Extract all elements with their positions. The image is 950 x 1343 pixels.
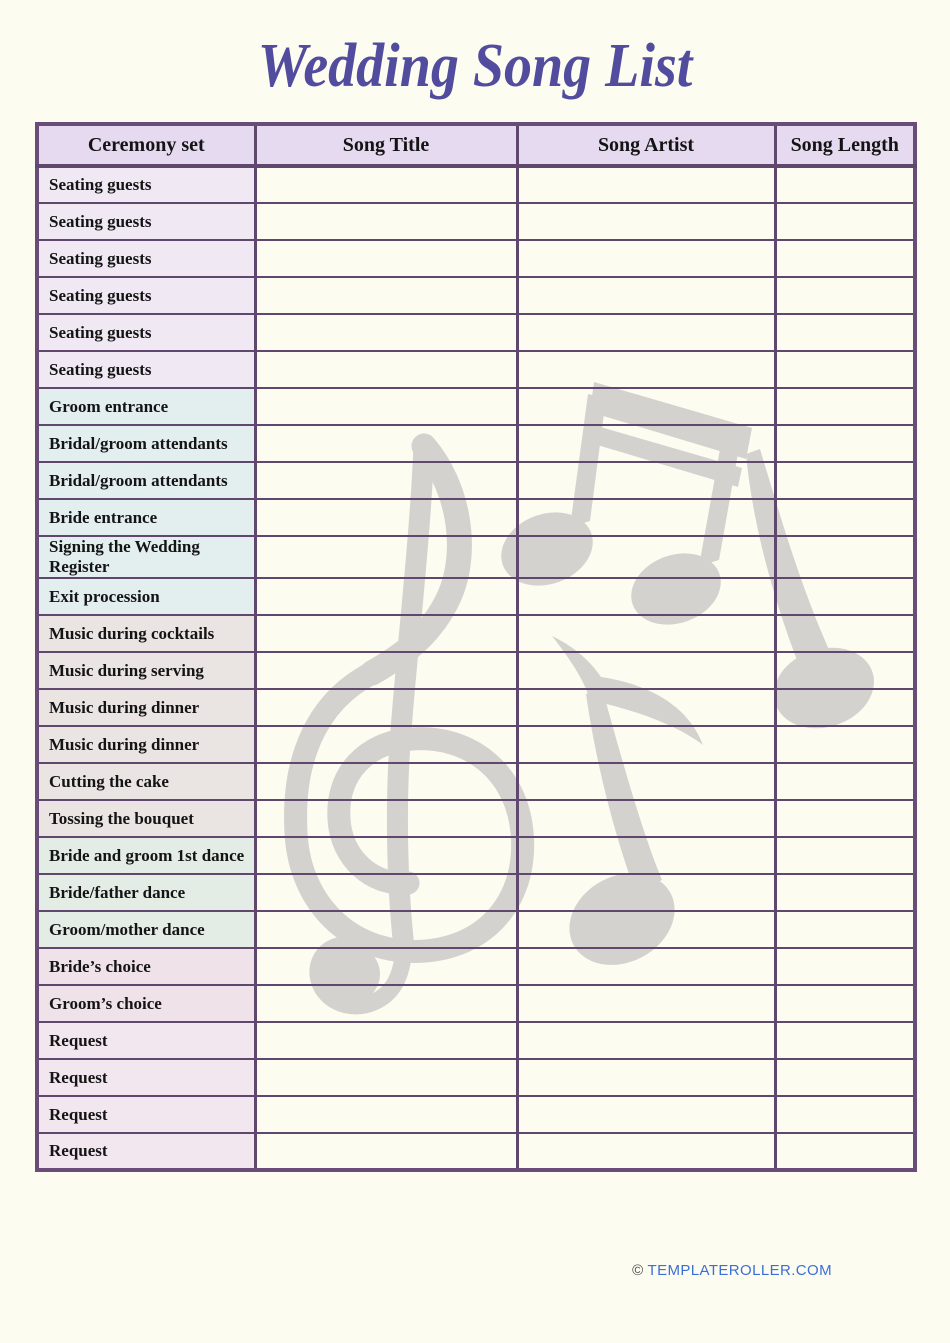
column-header-song-title: Song Title — [255, 124, 517, 166]
song-length-cell — [775, 536, 915, 578]
ceremony-set-cell: Cutting the cake — [37, 763, 255, 800]
song-artist-cell — [517, 1133, 775, 1170]
ceremony-set-cell: Seating guests — [37, 277, 255, 314]
song-title-cell — [255, 948, 517, 985]
song-title-cell — [255, 578, 517, 615]
song-list-table — [35, 122, 917, 1172]
song-title-cell — [255, 985, 517, 1022]
song-artist-cell — [517, 911, 775, 948]
song-artist-cell — [517, 948, 775, 985]
song-length-cell — [775, 166, 915, 203]
song-length-cell — [775, 240, 915, 277]
song-artist-cell — [517, 499, 775, 536]
song-length-cell — [775, 652, 915, 689]
song-title-cell — [255, 203, 517, 240]
song-title-cell — [255, 1096, 517, 1133]
ceremony-set-cell: Bride and groom 1st dance — [37, 837, 255, 874]
ceremony-set-cell: Seating guests — [37, 314, 255, 351]
ceremony-set-cell: Bride/father dance — [37, 874, 255, 911]
song-length-cell — [775, 874, 915, 911]
table-row — [37, 874, 915, 911]
song-artist-cell — [517, 203, 775, 240]
song-artist-cell — [517, 166, 775, 203]
song-title-cell — [255, 1059, 517, 1096]
song-title-cell — [255, 615, 517, 652]
table-row — [37, 726, 915, 763]
column-header-song-length: Song Length — [775, 124, 915, 166]
song-artist-cell — [517, 874, 775, 911]
song-length-cell — [775, 800, 915, 837]
song-artist-cell — [517, 985, 775, 1022]
ceremony-set-cell: Exit procession — [37, 578, 255, 615]
song-artist-cell — [517, 1096, 775, 1133]
table-row — [37, 689, 915, 726]
song-length-cell — [775, 726, 915, 763]
song-length-cell — [775, 462, 915, 499]
ceremony-set-cell: Music during dinner — [37, 726, 255, 763]
table-row — [37, 351, 915, 388]
song-title-cell — [255, 763, 517, 800]
song-artist-cell — [517, 726, 775, 763]
ceremony-set-cell: Groom/mother dance — [37, 911, 255, 948]
column-header-ceremony-set: Ceremony set — [37, 124, 255, 166]
song-artist-cell — [517, 652, 775, 689]
table-row — [37, 425, 915, 462]
song-title-cell — [255, 277, 517, 314]
song-title-cell — [255, 314, 517, 351]
ceremony-set-cell: Bridal/groom attendants — [37, 425, 255, 462]
song-artist-cell — [517, 800, 775, 837]
song-title-cell — [255, 166, 517, 203]
song-length-cell — [775, 911, 915, 948]
table-row — [37, 911, 915, 948]
templateroller-link[interactable]: TEMPLATEROLLER.COM — [647, 1262, 832, 1279]
ceremony-set-cell: Bride entrance — [37, 499, 255, 536]
song-title-cell — [255, 1133, 517, 1170]
table-row — [37, 578, 915, 615]
table-row — [37, 652, 915, 689]
song-artist-cell — [517, 277, 775, 314]
song-length-cell — [775, 689, 915, 726]
page-title: Wedding Song List — [257, 31, 693, 101]
ceremony-set-cell: Request — [37, 1059, 255, 1096]
ceremony-set-cell: Seating guests — [37, 351, 255, 388]
table-row — [37, 277, 915, 314]
table-row — [37, 240, 915, 277]
table-row — [37, 985, 915, 1022]
song-artist-cell — [517, 578, 775, 615]
song-title-cell — [255, 874, 517, 911]
song-title-cell — [255, 462, 517, 499]
song-title-cell — [255, 652, 517, 689]
song-artist-cell — [517, 763, 775, 800]
song-artist-cell — [517, 314, 775, 351]
song-length-cell — [775, 499, 915, 536]
table-row — [37, 1059, 915, 1096]
song-artist-cell — [517, 1022, 775, 1059]
ceremony-set-cell: Seating guests — [37, 203, 255, 240]
table-row — [37, 948, 915, 985]
song-artist-cell — [517, 536, 775, 578]
song-title-cell — [255, 425, 517, 462]
song-length-cell — [775, 314, 915, 351]
table-row — [37, 203, 915, 240]
song-length-cell — [775, 1133, 915, 1170]
ceremony-set-cell: Music during serving — [37, 652, 255, 689]
table-row — [37, 536, 915, 578]
song-title-cell — [255, 499, 517, 536]
ceremony-set-cell: Request — [37, 1133, 255, 1170]
song-artist-cell — [517, 388, 775, 425]
song-length-cell — [775, 985, 915, 1022]
song-artist-cell — [517, 425, 775, 462]
ceremony-set-cell: Music during dinner — [37, 689, 255, 726]
header-row — [37, 124, 915, 166]
ceremony-set-cell: Seating guests — [37, 166, 255, 203]
ceremony-set-cell: Seating guests — [37, 240, 255, 277]
song-length-cell — [775, 203, 915, 240]
song-title-cell — [255, 837, 517, 874]
song-artist-cell — [517, 689, 775, 726]
ceremony-set-cell: Tossing the bouquet — [37, 800, 255, 837]
song-artist-cell — [517, 240, 775, 277]
table-row — [37, 388, 915, 425]
song-title-cell — [255, 800, 517, 837]
ceremony-set-cell: Signing the Wedding Register — [37, 536, 255, 578]
ceremony-set-cell: Groom’s choice — [37, 985, 255, 1022]
table-row — [37, 837, 915, 874]
song-artist-cell — [517, 351, 775, 388]
copyright-symbol: © — [632, 1262, 644, 1279]
song-length-cell — [775, 837, 915, 874]
table-row — [37, 462, 915, 499]
song-length-cell — [775, 351, 915, 388]
footer — [632, 1262, 832, 1279]
song-length-cell — [775, 1059, 915, 1096]
ceremony-set-cell: Request — [37, 1022, 255, 1059]
table-row — [37, 499, 915, 536]
ceremony-set-cell: Music during cocktails — [37, 615, 255, 652]
song-length-cell — [775, 277, 915, 314]
song-length-cell — [775, 578, 915, 615]
table-row — [37, 166, 915, 203]
song-length-cell — [775, 425, 915, 462]
song-artist-cell — [517, 1059, 775, 1096]
song-length-cell — [775, 388, 915, 425]
ceremony-set-cell: Request — [37, 1096, 255, 1133]
song-artist-cell — [517, 837, 775, 874]
table-row — [37, 800, 915, 837]
ceremony-set-cell: Bridal/groom attendants — [37, 462, 255, 499]
song-length-cell — [775, 948, 915, 985]
song-title-cell — [255, 911, 517, 948]
ceremony-set-cell: Groom entrance — [37, 388, 255, 425]
song-length-cell — [775, 1096, 915, 1133]
song-artist-cell — [517, 615, 775, 652]
table-row — [37, 314, 915, 351]
table-row — [37, 1096, 915, 1133]
song-title-cell — [255, 1022, 517, 1059]
song-length-cell — [775, 763, 915, 800]
song-title-cell — [255, 536, 517, 578]
table-row — [37, 1133, 915, 1170]
ceremony-set-cell: Bride’s choice — [37, 948, 255, 985]
song-artist-cell — [517, 462, 775, 499]
song-title-cell — [255, 240, 517, 277]
table-row — [37, 763, 915, 800]
song-title-cell — [255, 388, 517, 425]
song-title-cell — [255, 726, 517, 763]
song-length-cell — [775, 1022, 915, 1059]
table-row — [37, 1022, 915, 1059]
song-length-cell — [775, 615, 915, 652]
song-title-cell — [255, 689, 517, 726]
song-title-cell — [255, 351, 517, 388]
table-row — [37, 615, 915, 652]
column-header-song-artist: Song Artist — [517, 124, 775, 166]
